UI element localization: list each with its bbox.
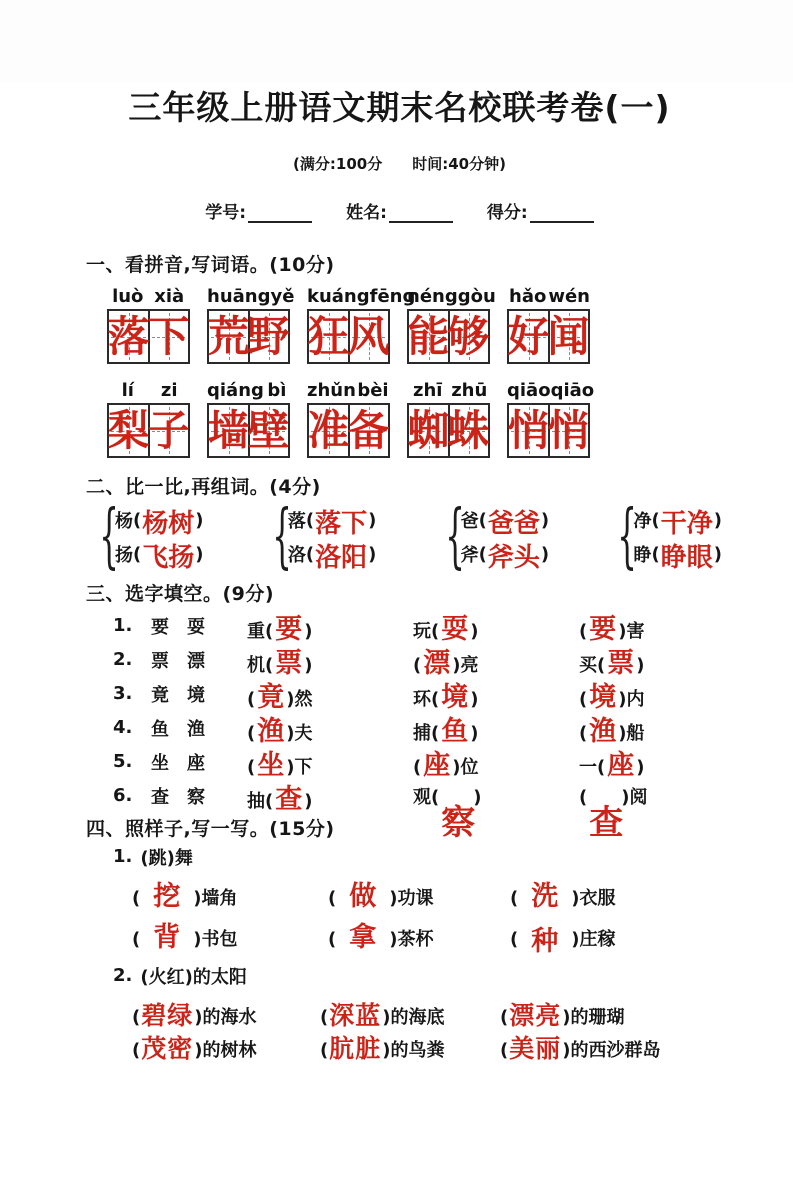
answer-char: 够	[447, 311, 490, 361]
tianzige-cell[interactable]	[509, 311, 548, 362]
pinyin-label: qiāo qiāo	[507, 380, 595, 401]
answer-char: 好	[507, 311, 550, 361]
pinyin-label: kuáng fēng	[307, 286, 416, 307]
example-text: (火红)的太阳	[140, 966, 247, 988]
answer-char: 查	[275, 784, 303, 815]
tianzige-box[interactable]	[407, 403, 490, 458]
answer-char: 漂	[423, 648, 451, 679]
fill-row-5	[113, 742, 713, 781]
base-char: 净	[633, 511, 652, 532]
answer-word: 碧绿	[141, 1001, 194, 1030]
compare-word-group: { 杨 ( 杨树 ) 扬 ( 飞扬 )	[99, 494, 204, 577]
pinyin-label: zhǔn bèi	[307, 380, 389, 401]
answer-char: 竟	[257, 682, 285, 713]
base-char: 睁	[633, 545, 652, 566]
answer-char-below: 察	[441, 802, 476, 843]
answer-word: 爸爸	[487, 508, 540, 539]
fill-blank: (坐 )下	[247, 750, 313, 781]
answer-char: 鱼	[441, 716, 469, 747]
brace: {	[444, 494, 465, 577]
answer-char: 下	[147, 311, 190, 361]
fill-blank: ( 种 )庄稼	[510, 926, 616, 957]
fill-blank: ( 背 )书包	[132, 922, 238, 953]
example-line-1	[113, 841, 713, 872]
fill-blank: ( 做 )功课	[328, 881, 434, 912]
fill-blank: (座 )位	[413, 750, 479, 781]
pinyin-word-item	[507, 286, 590, 364]
exam-paper	[0, 82, 793, 1204]
tianzige-box[interactable]	[507, 403, 590, 458]
fill-blank: ( 拿 )茶杯	[328, 922, 434, 953]
student-name-field	[346, 198, 453, 223]
brace: {	[272, 494, 292, 577]
tianzige-cell[interactable]	[209, 405, 248, 456]
tianzige-cell[interactable]	[147, 311, 190, 362]
fill-blank: ( 挖 )墙角	[132, 881, 238, 912]
fill-blank: (渔 )夫	[247, 716, 313, 747]
choice-chars: 鱼 渔	[151, 718, 205, 740]
answer-char: 要	[589, 614, 617, 645]
tianzige-box[interactable]	[307, 309, 390, 364]
fill-blank: (竟 )然	[247, 682, 313, 713]
answer-char: 野	[247, 311, 290, 361]
pinyin-label: zhī zhū	[413, 380, 488, 401]
verb-fill-row-1	[132, 872, 713, 913]
fill-blank: ( 查 )阅	[579, 786, 648, 843]
fill-row-3	[113, 674, 713, 713]
section1-heading: 一、看拼音,写词语。(10分)	[86, 254, 335, 276]
exam-meta: (满分:100分 时间:40分钟)	[293, 155, 506, 173]
pinyin-word-item	[107, 380, 190, 458]
answer-char: 票	[607, 648, 635, 679]
tianzige-cell[interactable]	[309, 311, 348, 362]
student-name-label: 姓名:	[346, 203, 387, 223]
pinyin-label: luò xià	[112, 286, 185, 307]
fill-blank: (境 )内	[579, 682, 645, 713]
base-char: 爸	[460, 511, 479, 532]
answer-char: 蜘	[407, 405, 450, 455]
answer-char: 种	[531, 926, 559, 957]
tianzige-cell[interactable]	[247, 405, 290, 456]
row-number: 3.	[113, 683, 133, 704]
tianzige-cell[interactable]	[547, 311, 590, 362]
fill-blank: 捕(鱼 )	[413, 716, 479, 747]
tianzige-cell[interactable]	[447, 311, 490, 362]
answer-char: 梨	[107, 405, 150, 455]
fill-blank: (茂密)的树林	[132, 1034, 257, 1063]
answer-word: 漂亮	[509, 1001, 562, 1030]
tianzige-cell[interactable]	[109, 311, 148, 362]
item-number: 2.	[113, 965, 133, 986]
row-number: 1.	[113, 615, 133, 636]
fill-blank: (美丽)的西沙群岛	[500, 1034, 661, 1063]
answer-char: 拿	[349, 922, 377, 953]
tianzige-cell[interactable]	[509, 405, 548, 456]
answer-char: 要	[275, 614, 303, 645]
fill-blank: 机(票 )	[247, 648, 313, 679]
tianzige-cell[interactable]	[309, 405, 348, 456]
tianzige-box[interactable]	[307, 403, 390, 458]
pinyin-label: lí zi	[121, 380, 178, 401]
fill-blank: 玩(耍 )	[413, 614, 479, 645]
fill-row-1	[113, 606, 713, 645]
tianzige-cell[interactable]	[109, 405, 148, 456]
row-number: 5.	[113, 751, 133, 772]
answer-char: 悄	[507, 405, 550, 455]
answer-char: 闻	[547, 311, 590, 361]
score-blank[interactable]	[530, 207, 594, 223]
answer-word: 深蓝	[329, 1001, 382, 1030]
score-field	[487, 198, 594, 223]
section3-heading: 三、选字填空。(9分)	[86, 583, 275, 605]
answer-char: 落	[107, 311, 150, 361]
answer-char: 风	[347, 311, 390, 361]
answer-word: 茂密	[141, 1034, 194, 1063]
student-id-blank[interactable]	[248, 207, 312, 223]
tianzige-box[interactable]	[507, 309, 590, 364]
fill-blank: (肮脏)的鸟粪	[320, 1034, 445, 1063]
pinyin-word-item	[207, 380, 290, 458]
tianzige-cell[interactable]	[409, 311, 448, 362]
compare-word-group: { 落 ( 落下 ) 洛 ( 洛阳 )	[272, 494, 377, 577]
answer-char: 座	[423, 750, 451, 781]
choice-chars: 查 察	[151, 786, 205, 808]
tianzige-box[interactable]	[207, 403, 290, 458]
fill-blank: (深蓝)的海底	[320, 1001, 445, 1030]
fill-blank: (渔 )船	[579, 716, 645, 747]
student-id-field	[205, 198, 312, 223]
answer-word: 干净	[660, 508, 713, 539]
pinyin-row-2	[107, 380, 713, 458]
fill-blank: 环(境 )	[413, 682, 479, 713]
tianzige-cell[interactable]	[447, 405, 490, 456]
answer-char: 坐	[257, 750, 285, 781]
pinyin-word-item	[107, 286, 190, 364]
answer-char: 挖	[153, 881, 181, 912]
answer-word: 肮脏	[329, 1034, 382, 1063]
pinyin-word-item	[307, 286, 416, 364]
page-title: 三年级上册语文期末名校联考卷(一)	[128, 88, 671, 127]
pinyin-label: qiáng bì	[207, 380, 287, 401]
pinyin-row-1	[107, 286, 713, 364]
answer-char: 子	[147, 405, 190, 455]
tianzige-cell[interactable]	[347, 311, 390, 362]
answer-word: 美丽	[509, 1034, 562, 1063]
answer-char: 渔	[257, 716, 285, 747]
pinyin-label: hǎo wén	[509, 286, 590, 307]
fill-blank: (碧绿)的海水	[132, 1001, 257, 1030]
tianzige-box[interactable]	[407, 309, 490, 364]
answer-char: 座	[607, 750, 635, 781]
answer-char: 洗	[531, 881, 559, 912]
choice-chars: 坐 座	[151, 752, 205, 774]
tianzige-cell[interactable]	[247, 311, 290, 362]
answer-char: 悄	[547, 405, 590, 455]
base-char: 落	[287, 511, 306, 532]
tianzige-cell[interactable]	[147, 405, 190, 456]
fill-blank: ( 洗 )衣服	[510, 881, 616, 912]
fill-blank: 买(票 )	[579, 648, 645, 679]
compare-word-group: { 净 ( 干净 ) 睁 ( 睁眼 )	[617, 494, 722, 577]
pinyin-word-item	[307, 380, 390, 458]
answer-char: 壁	[247, 405, 290, 455]
choice-chars: 竟 境	[151, 684, 205, 706]
answer-char: 备	[347, 405, 390, 455]
pinyin-label: huāng yě	[207, 286, 295, 307]
verb-fill-row-2	[132, 913, 713, 957]
section2-heading: 二、比一比,再组词。(4分)	[86, 476, 321, 498]
pinyin-word-item	[407, 380, 490, 458]
answer-char: 耍	[441, 614, 469, 645]
adj-fill-row-1	[132, 995, 713, 1028]
tianzige-cell[interactable]	[547, 405, 590, 456]
fill-blank: (要 )害	[579, 614, 645, 645]
answer-char: 墙	[207, 405, 250, 455]
tianzige-cell[interactable]	[209, 311, 248, 362]
example-text: (跳)舞	[140, 847, 193, 869]
fill-blank: (漂亮)的珊瑚	[500, 1001, 625, 1030]
tianzige-cell[interactable]	[409, 405, 448, 456]
base-char: 杨	[115, 511, 133, 532]
brace: {	[617, 494, 638, 577]
base-char: 斧	[460, 545, 479, 566]
answer-char: 做	[349, 881, 377, 912]
answer-char: 准	[307, 405, 350, 455]
fill-blank: 一(座 )	[579, 750, 645, 781]
answer-char: 票	[275, 648, 303, 679]
answer-word: 飞扬	[142, 542, 195, 573]
answer-char: 蛛	[447, 405, 490, 455]
compare-groups-row	[99, 494, 722, 577]
tianzige-box[interactable]	[107, 403, 190, 458]
score-label: 得分:	[486, 203, 528, 223]
answer-word: 睁眼	[660, 542, 713, 573]
answer-word: 斧头	[487, 542, 540, 573]
answer-char: 渔	[589, 716, 617, 747]
compare-word-group: { 爸 ( 爸爸 ) 斧 ( 斧头 )	[444, 494, 550, 577]
base-char: 扬	[115, 545, 133, 566]
row-number: 6.	[113, 785, 133, 806]
pinyin-word-item	[407, 286, 496, 364]
answer-word: 落下	[315, 508, 368, 539]
answer-char: 背	[153, 922, 181, 953]
fill-blank: (漂 )亮	[413, 648, 479, 679]
pinyin-word-item	[207, 286, 295, 364]
fill-blank: 重(要 )	[247, 614, 313, 645]
student-id-label: 学号:	[205, 203, 247, 223]
tianzige-box[interactable]	[107, 309, 190, 364]
answer-char: 狂	[307, 311, 350, 361]
row-number: 2.	[113, 649, 133, 670]
fill-blank: 抽(查 )	[247, 784, 313, 815]
answer-char-below: 查	[589, 802, 624, 843]
answer-word: 杨树	[142, 508, 195, 539]
tianzige-box[interactable]	[207, 309, 290, 364]
fill-blank: 观( 察 )	[413, 786, 482, 843]
pinyin-label: néng gòu	[407, 286, 496, 307]
item-number: 1.	[113, 846, 133, 867]
row-number: 4.	[113, 717, 133, 738]
tianzige-cell[interactable]	[347, 405, 390, 456]
student-name-blank[interactable]	[389, 207, 453, 223]
adj-fill-row-2	[132, 1028, 713, 1061]
choice-chars: 票 漂	[151, 650, 205, 672]
pinyin-word-item	[507, 380, 595, 458]
answer-char: 境	[441, 682, 469, 713]
section4-heading: 四、照样子,写一写。(15分)	[86, 818, 335, 840]
fill-row-4	[113, 708, 713, 747]
example-line-2	[113, 960, 713, 991]
answer-char: 荒	[207, 311, 250, 361]
brace: {	[99, 494, 119, 577]
answer-word: 洛阳	[315, 542, 368, 573]
fill-row-2	[113, 640, 713, 679]
choice-chars: 要 耍	[151, 616, 205, 638]
answer-char: 能	[407, 311, 450, 361]
answer-char: 境	[589, 682, 617, 713]
base-char: 洛	[287, 545, 306, 566]
student-info-row	[86, 198, 713, 223]
